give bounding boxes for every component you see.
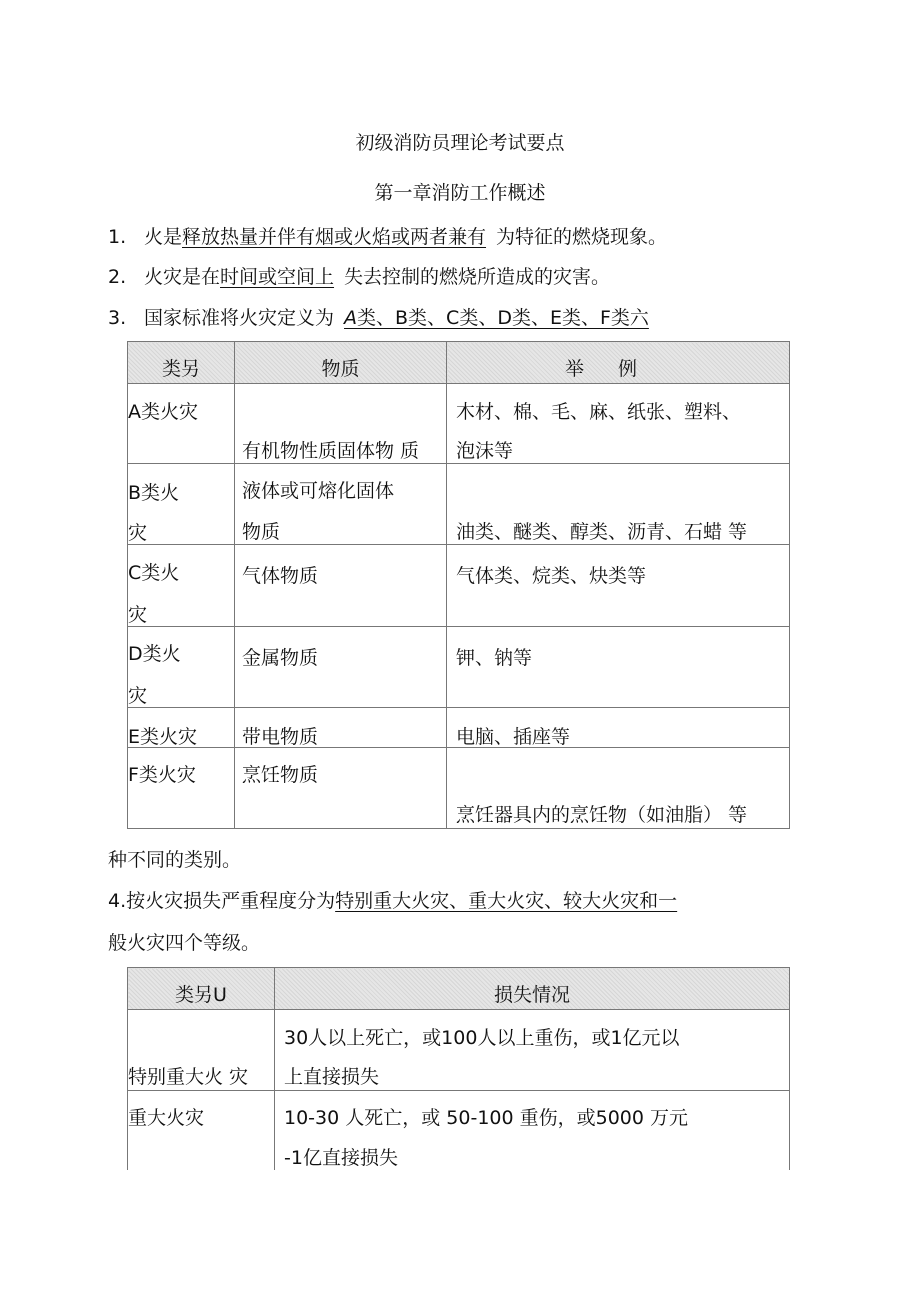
header-category: 类另 <box>128 342 235 384</box>
header-example: 举例 <box>447 342 790 384</box>
item-4: 4.按火灾损失严重程度分为特别重大火灾、重大火灾、较大火灾和一 <box>108 890 678 912</box>
item-1-key-phrase: 释放热量并伴有烟或火焰或两者兼有 <box>182 226 487 248</box>
table-row: D类火 灾 金属物质 钾、钠等 <box>128 627 790 708</box>
item-2: 2. 火灾是在时间或空间上 失去控制的燃烧所造成的灾害。 <box>108 266 611 288</box>
item-3-key-letter: A <box>344 307 358 329</box>
fire-loss-table <box>127 967 790 1170</box>
item-3: 3. 国家标准将火灾定义为 A类、B类、C类、D类、E类、F类六 <box>108 307 649 329</box>
after-table-text: 种不同的类别。 <box>108 849 242 871</box>
item-1: 1. 火是释放热量并伴有烟或火焰或两者兼有 为特征的燃烧现象。 <box>108 226 668 248</box>
header-material: 物质 <box>235 342 447 384</box>
chapter-heading: 第一章消防工作概述 <box>374 182 546 204</box>
item-3-key-phrase: 类、B类、C类、D类、E类、F类六 <box>357 307 649 329</box>
item-4-continued: 般火灾四个等级。 <box>108 932 261 954</box>
loss-table-clip <box>127 967 791 1170</box>
table-row: F类火灾 烹饪物质 烹饪器具内的烹饪物（如油脂） 等 <box>128 748 790 829</box>
header-category: 类另U <box>128 968 275 1010</box>
table-header-row <box>128 342 790 384</box>
table-row: 特别重大火 灾 30人以上死亡，或100人以上重伤，或1亿元以 上直接损失 <box>128 1010 790 1091</box>
table-row: 重大火灾 10-30 人死亡，或 50-100 重伤，或5000 万元 -1亿直接损失 <box>128 1091 790 1171</box>
table-header-row <box>128 968 790 1010</box>
item-2-key-phrase: 时间或空间上 <box>220 266 335 288</box>
fire-class-table <box>127 341 790 829</box>
document-title: 初级消防员理论考试要点 <box>355 132 565 154</box>
item-4-key-phrase: 特别重大火灾、重大火灾、较大火灾和一 <box>335 890 678 912</box>
header-loss: 损失情况 <box>275 968 790 1010</box>
table-row: B类火 灾 液体或可熔化固体 物质 油类、醚类、醇类、沥青、石蜡 等 <box>128 464 790 545</box>
table-row: A类火灾 有机物性质固体物 质 木材、棉、毛、麻、纸张、塑料、 泡沫等 <box>128 384 790 464</box>
table-row: E类火灾 带电物质 电脑、插座等 <box>128 708 790 748</box>
table-row: C类火 灾 气体物质 气体类、烷类、炔类等 <box>128 545 790 627</box>
